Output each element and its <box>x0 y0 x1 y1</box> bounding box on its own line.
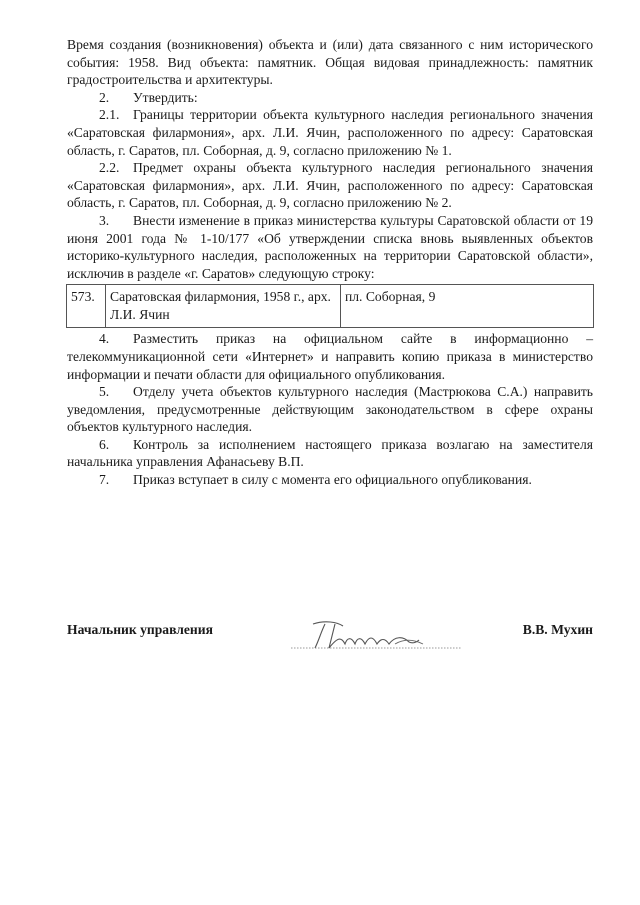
document-body <box>67 36 593 489</box>
table-cell-name: Саратовская филармония, 1958 г., арх. Л.И. Ячин <box>106 285 341 328</box>
item-5-number: 5. <box>99 384 110 400</box>
item-2-1 <box>67 106 593 159</box>
table-cell-number: 573. <box>67 285 106 328</box>
item-2-1-text: Границы территории объекта культурного наследия регионального значения «Саратовская филармония», арх. Л.И. Ячин, расположенного по адресу: Саратовская область, г. Саратов, пл. Соборная, д. 9, согласно приложению № 1. <box>67 107 593 158</box>
item-3-number: 3. <box>99 212 110 228</box>
signatory-position: Начальник управления <box>67 622 213 637</box>
item-3 <box>67 212 593 282</box>
item-4 <box>67 330 593 383</box>
item-7-text: Приказ вступает в силу с момента его официального опубликования. <box>133 472 532 488</box>
table-row <box>67 285 594 328</box>
item-2-1-number: 2.1. <box>99 107 120 123</box>
excluded-row-table <box>66 284 594 328</box>
item-7 <box>67 471 593 489</box>
item-4-text: Разместить приказ на официальном сайте в информационно – телекоммуникационной сети «Интернет» и направить копию приказа в министерство информации и печати области для официального опубликования. <box>67 331 593 382</box>
signature-block <box>67 614 593 654</box>
table-cell-address: пл. Соборная, 9 <box>341 285 594 328</box>
item-5-text: Отделу учета объектов культурного наследия (Мастрюкова С.А.) направить уведомления, предусмотренные действующим законодательством в сфере охраны объектов культурного наследия. <box>67 384 593 435</box>
item-4-number: 4. <box>99 331 110 347</box>
item-2-number: 2. <box>99 89 110 105</box>
item-7-number: 7. <box>99 472 110 488</box>
item-3-text: Внести изменение в приказ министерства культуры Саратовской области от 19 июня 2001 года № 1-10/177 «Об утверждении списка вновь выявленных объектов историко-культурного наследия, расположенных на территории Саратовской области», исключив в разделе «г. Саратов» следующую строку: <box>67 212 593 281</box>
item-6-text: Контроль за исполнением настоящего приказа возлагаю на заместителя начальника управления Афанасьеву В.П. <box>67 436 593 470</box>
handwritten-signature <box>285 614 465 654</box>
signatory-name: В.В. Мухин <box>522 622 593 637</box>
item-2-2 <box>67 159 593 212</box>
item-2 <box>67 89 593 107</box>
item-6-number: 6. <box>99 436 110 452</box>
intro-paragraph: Время создания (возникновения) объекта и (или) дата связанного с ним исторического события: 1958. Вид объекта: памятник. Общая видовая принадлежность: памятник градостроительства и архитектуры. <box>67 37 593 88</box>
item-5 <box>67 383 593 436</box>
item-6 <box>67 436 593 471</box>
item-2-2-number: 2.2. <box>99 160 120 176</box>
item-2-2-text: Предмет охраны объекта культурного наследия регионального значения «Саратовская филармония», арх. Л.И. Ячин, расположенного по адресу: Саратовская область, г. Саратов, пл. Соборная, д. 9, согласно приложению № 2. <box>67 160 593 211</box>
item-2-text: Утвердить: <box>133 89 198 105</box>
